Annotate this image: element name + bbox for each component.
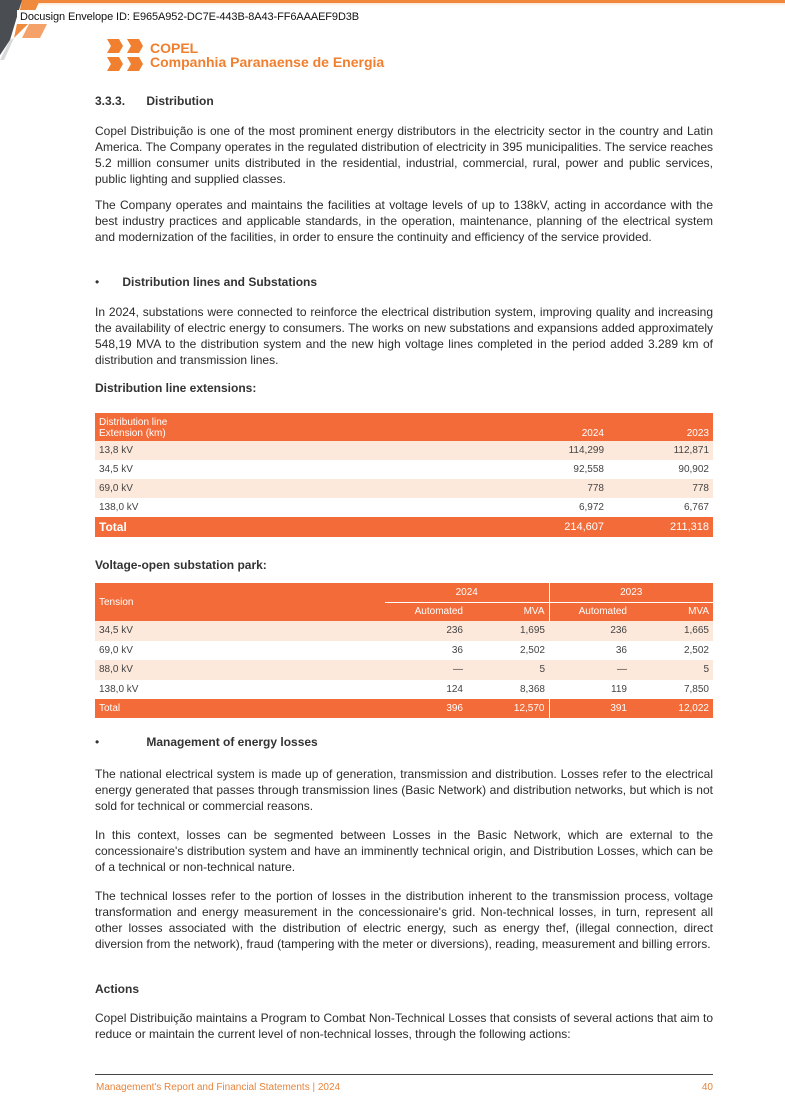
row-label: 34,5 kV <box>99 625 133 637</box>
table-row <box>95 621 713 641</box>
cell-2023: 778 <box>692 483 709 494</box>
cell-mva-2023: 2,502 <box>683 644 709 656</box>
top-accent-fade <box>0 3 785 6</box>
cell-mva-2024: 5 <box>539 664 545 676</box>
row-label: 13,8 kV <box>99 445 133 456</box>
bullet-icon: • <box>95 275 100 289</box>
table2-sub-automated-2023: Automated <box>549 602 631 621</box>
cell-mva-2024: 8,368 <box>519 683 545 695</box>
substation-park-table <box>95 583 713 718</box>
actions-heading: Actions <box>95 982 140 996</box>
table-row <box>95 498 713 517</box>
cell-mva-2023: 5 <box>703 664 709 676</box>
cell-mva-2024: 2,502 <box>519 644 545 656</box>
cell-mva-2023: 1,665 <box>683 625 709 637</box>
docusign-envelope-id: Docusign Envelope ID: E965A952-DC7E-443B-8A43-FF6AAAEF9D3B <box>17 10 362 24</box>
cell-2024: 778 <box>587 483 604 494</box>
table2-header-2024: 2024 <box>385 583 549 602</box>
copel-logo-icon <box>106 38 144 72</box>
substations-paragraph: In 2024, substations were connected to reinforce the electrical distribution system, improving quality and increasing the availability of electric energy to consumers. The works on new substations and expansions added approximately 548,19 MVA to the distribution system and the new high voltage lines completed in the period added 3.289 km of distribution and transmission lines. <box>95 305 713 367</box>
actions-paragraph: Copel Distribuição maintains a Program to Combat Non-Technical Losses that consists of several actions that aim to reduce or maintain the current level of non-technical losses, through the following actions: <box>95 1011 713 1041</box>
table-row <box>95 479 713 498</box>
total-automated-2024: 396 <box>446 703 463 714</box>
logo-name: COPEL <box>150 40 199 56</box>
total-2023: 211,318 <box>670 521 709 533</box>
logo-fullname: Companhia Paranaense de Energia <box>150 54 385 70</box>
table-row <box>95 460 713 479</box>
table1-caption: Distribution line extensions: <box>95 381 257 395</box>
table1-header-label <box>95 413 488 441</box>
row-label: 34,5 kV <box>99 464 133 475</box>
lines-substations-title: Distribution lines and Substations <box>122 275 318 289</box>
corner-decoration-icon <box>0 0 60 60</box>
table2-header-2023: 2023 <box>549 583 713 602</box>
section-title: Distribution <box>146 94 214 108</box>
row-label: 88,0 kV <box>99 664 133 676</box>
table2-sub-mva-2023: MVA <box>631 602 713 621</box>
table1-header-2023: 2023 <box>608 413 713 441</box>
page-number: 40 <box>701 1082 713 1093</box>
cell-automated-2024: — <box>453 664 463 676</box>
cell-automated-2024: 36 <box>451 644 463 656</box>
cell-2023: 6,767 <box>683 502 709 513</box>
table-row <box>95 641 713 661</box>
losses-paragraph-3: The technical losses refer to the portion of losses in the distribution inherent to the transmission process, voltage transformation and energy measurement in the concessionaire's grid. Non-technical losses, in turn, represent all other losses associated with the distribution of electric energy, such as energy thef, (illegal connection, direct diversion from the network), fraud (tampering with the meter or diversions), reading, measurement and billing errors. <box>95 889 713 951</box>
cell-automated-2024: 124 <box>446 683 463 695</box>
table2-caption: Voltage-open substation park: <box>95 558 267 572</box>
section-number: 3.3.3. <box>95 94 126 108</box>
footer-title: Management's Report and Financial Statements | 2024 <box>96 1082 341 1093</box>
table-total-row <box>95 517 713 537</box>
total-2024: 214,607 <box>564 521 604 533</box>
table-row <box>95 441 713 460</box>
table-total-row <box>95 699 713 718</box>
footer-divider <box>95 1074 713 1075</box>
losses-title: Management of energy losses <box>146 735 318 749</box>
cell-automated-2023: 119 <box>611 683 627 695</box>
cell-2023: 112,871 <box>673 445 709 456</box>
table-row <box>95 660 713 680</box>
cell-2024: 92,558 <box>573 464 604 475</box>
cell-mva-2023: 7,850 <box>683 683 709 695</box>
total-label: Total <box>99 520 127 534</box>
cell-automated-2023: 236 <box>610 625 627 637</box>
company-logo <box>106 38 384 72</box>
row-label: 69,0 kV <box>99 644 133 656</box>
operations-paragraph: The Company operates and maintains the facilities at voltage levels of up to 138kV, acting in accordance with the best industry practices and applicable standards, in the operation, maintenance, planning of the electrical system and modernization of the facilities, in order to ensure the continuity and efficiency of the service provided. <box>95 198 713 244</box>
table1-header-label-line2: Extension (km) <box>99 428 166 439</box>
distribution-line-extensions-table <box>95 413 713 537</box>
row-label: 138,0 kV <box>99 683 139 695</box>
row-label: 138,0 kV <box>99 502 139 513</box>
cell-2024: 6,972 <box>578 502 604 513</box>
section-heading <box>95 94 214 108</box>
cell-automated-2023: 36 <box>615 644 627 656</box>
bullet-icon: • <box>95 735 100 749</box>
table1-header-label-line1: Distribution line <box>99 417 168 428</box>
table2-sub-mva-2024: MVA <box>467 602 549 621</box>
row-label: 69,0 kV <box>99 483 133 494</box>
lines-substations-heading <box>95 275 317 289</box>
total-automated-2023: 391 <box>549 699 631 718</box>
cell-2023: 90,902 <box>678 464 709 475</box>
total-mva-2024: 12,570 <box>513 703 545 714</box>
table2-sub-automated-2024: Automated <box>385 602 467 621</box>
table2-header-tension: Tension <box>95 583 385 621</box>
losses-heading <box>95 735 318 749</box>
total-label: Total <box>99 703 121 714</box>
losses-paragraph-2: In this context, losses can be segmented between Losses in the Basic Network, which are external to the concessionaire's distribution system and have an imminently technical origin, and Distribution Losses, which can be of a technical or non-technical nature. <box>95 828 713 874</box>
cell-automated-2023: — <box>617 664 627 676</box>
table1-header-2024: 2024 <box>488 413 608 441</box>
cell-mva-2024: 1,695 <box>519 625 545 637</box>
cell-automated-2024: 236 <box>446 625 463 637</box>
cell-2024: 114,299 <box>568 445 604 456</box>
total-mva-2023: 12,022 <box>678 703 709 714</box>
distribution-intro-paragraph: Copel Distribuição is one of the most prominent energy distributors in the electricity sector in the country and Latin America. The Company operates in the regulated distribution of electricity in 395 municipalities. The service reaches 5.2 million consumer units distributed in the residential, industrial, commercial, rural, power and public services, public lighting and supplied classes. <box>95 124 713 186</box>
losses-paragraph-1: The national electrical system is made up of generation, transmission and distribution. Losses refer to the electrical energy generated that passes through transmission lines (Basic Network) and distribution networks, but which is not sold for technical or commercial reasons. <box>95 767 713 813</box>
table-row <box>95 680 713 700</box>
